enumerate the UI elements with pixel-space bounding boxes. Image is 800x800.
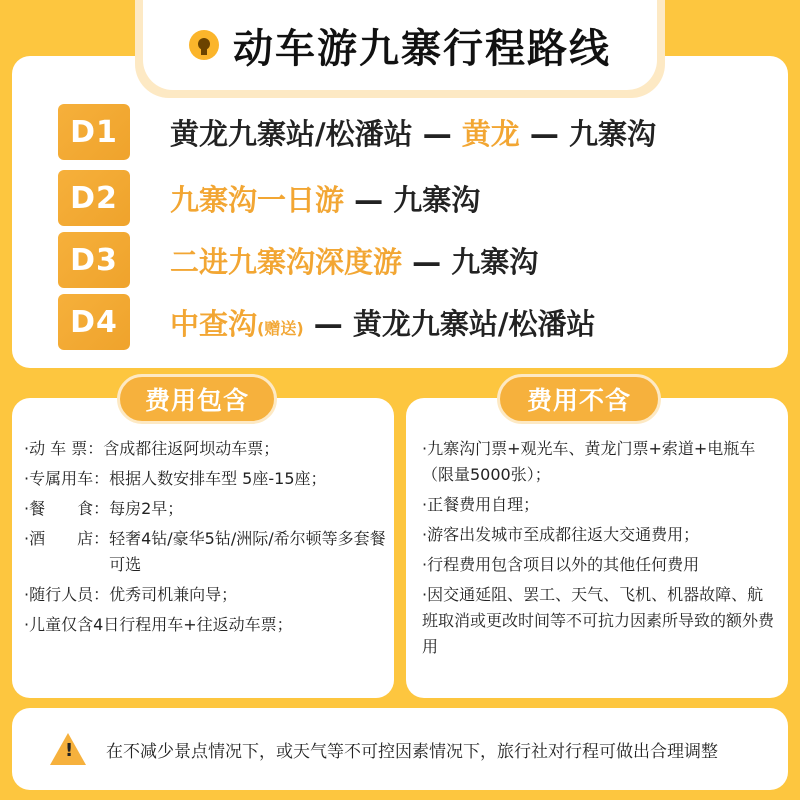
list-item: ·行程费用包含项目以外的其他任何费用	[422, 555, 700, 574]
list-item	[24, 496, 390, 522]
list-item: ·九寨沟门票+观光车、黄龙门票+索道+电瓶车（限量5000张）；	[422, 439, 756, 484]
day-route	[170, 178, 480, 219]
route-segment: 黄龙	[461, 116, 520, 151]
item-key: ·随行人员：	[24, 585, 110, 604]
day-row-1	[58, 104, 656, 160]
item-value: 含成都往返阿坝动车票；	[103, 439, 280, 458]
item-value: 优秀司机兼向导；	[109, 585, 238, 604]
notice-card	[12, 708, 788, 790]
list-item: ·正餐费用自理；	[422, 495, 540, 514]
route-segment: — 九寨沟	[402, 244, 539, 279]
item-value: 轻奢4钻/豪华5钻/洲际/希尔顿等多套餐可选	[109, 529, 386, 574]
route-segment: 二进九寨沟深度游	[170, 244, 403, 279]
notice-text: 在不减少景点情况下，或天气等不可控因素情况下，旅行社对行程可做出合理调整	[106, 741, 718, 762]
list-item	[24, 466, 390, 492]
route-segment: 黄龙九寨站/松潘站 —	[170, 116, 462, 151]
day-row-2	[58, 170, 480, 226]
included-title: 费用包含	[117, 374, 277, 424]
day-row-3	[58, 232, 538, 288]
list-item	[24, 612, 390, 638]
lightbulb-icon	[189, 30, 219, 60]
title-banner	[143, 0, 657, 90]
route-segment: 中查沟	[170, 306, 258, 341]
list-item	[24, 582, 390, 608]
list-item: ·游客出发城市至成都往返大交通费用；	[422, 525, 700, 544]
day-badge: D4	[58, 294, 130, 350]
route-segment: — 九寨沟	[519, 116, 657, 151]
item-key: ·餐 食：	[24, 499, 110, 518]
day-route	[170, 240, 538, 281]
list-item: ·因交通延阻、罢工、天气、飞机、机器故障、航班取消或更改时间等不可抗力因素所导致的额外费用	[422, 585, 775, 656]
included-list	[24, 436, 390, 642]
route-segment: — 黄龙九寨站/松潘站	[303, 306, 596, 341]
list-item	[24, 436, 390, 462]
day-row-4	[58, 294, 595, 350]
day-badge: D3	[58, 232, 130, 288]
item-key: ·动 车 票：	[24, 439, 104, 458]
route-segment: 九寨沟一日游	[170, 182, 345, 217]
item-key: ·酒 店：	[24, 529, 110, 548]
route-segment: — 九寨沟	[344, 182, 481, 217]
day-route	[170, 112, 656, 153]
list-item	[24, 526, 390, 578]
gift-note: (赠送)	[257, 318, 304, 338]
page-title: 动车游九寨行程路线	[233, 25, 611, 72]
excluded-list	[422, 436, 774, 664]
day-route	[170, 302, 595, 343]
day-badge: D1	[58, 104, 130, 160]
item-key: ·专属用车：	[24, 469, 110, 488]
item-value: 根据人数安排车型 5座-15座；	[109, 469, 327, 488]
day-badge: D2	[58, 170, 130, 226]
item-value: 每房2早；	[109, 499, 184, 518]
excluded-title: 费用不含	[497, 374, 661, 424]
item-value: ·儿童仅含4日行程用车+往返动车票；	[24, 615, 293, 634]
warning-icon: !	[50, 733, 86, 765]
